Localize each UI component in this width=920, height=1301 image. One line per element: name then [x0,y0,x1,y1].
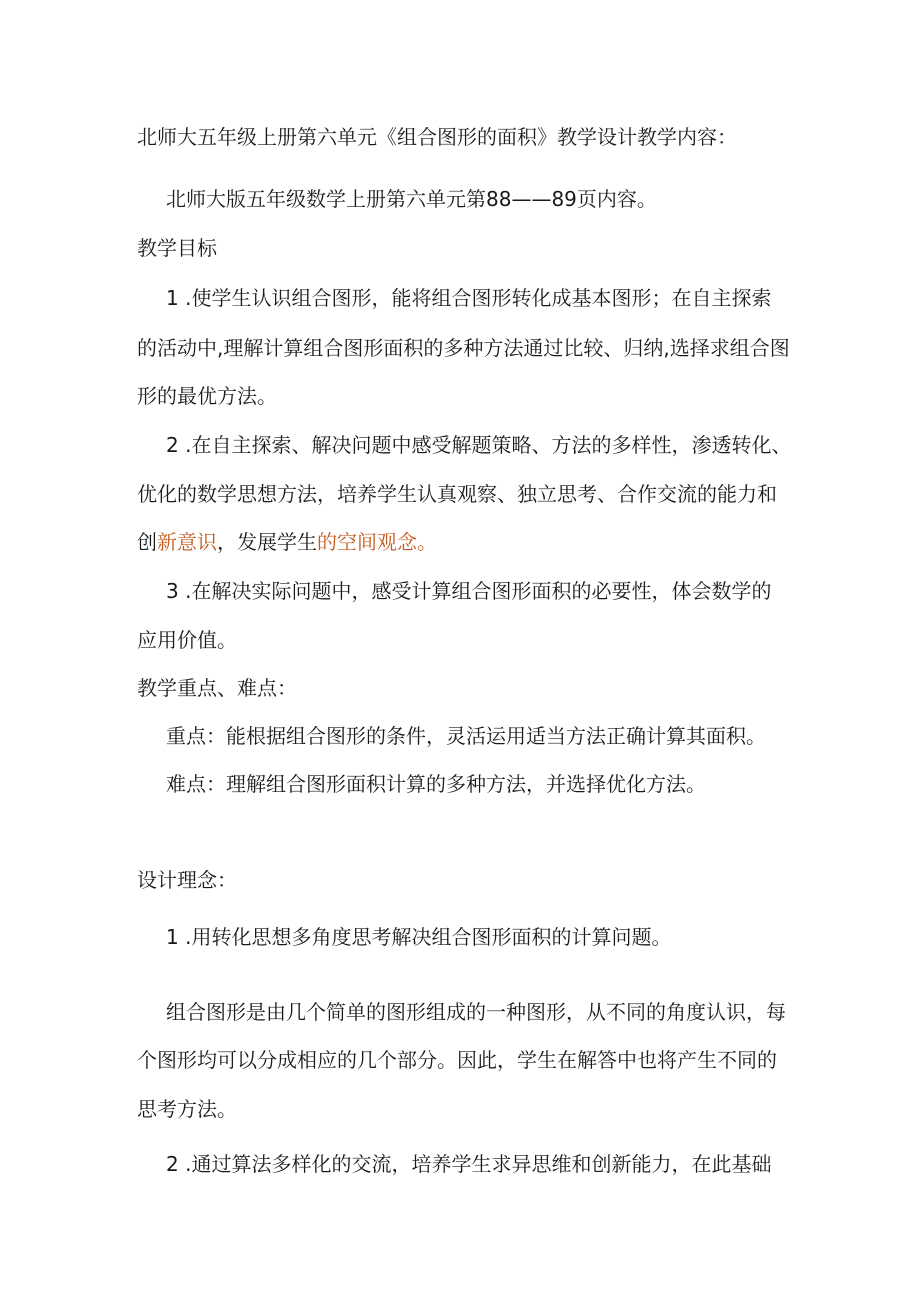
objective-3-line-1: 3 .在解决实际问题中，感受计算组合图形面积的必要性，体会数学的 [166,579,772,603]
highlight-innovation: 新意识 [157,530,217,554]
design-paragraph-line-3: 思考方法。 [137,1097,237,1121]
content-line: 北师大版五年级数学上册第六单元第88——89页内容。 [166,187,657,211]
design-point-2: 2 .通过算法多样化的交流，培养学生求异思维和创新能力，在此基础 [166,1152,772,1176]
objective-1-line-3: 形的最优方法。 [137,384,277,408]
objective-3-line-2: 应用价值。 [137,628,237,652]
design-paragraph-line-1: 组合图形是由几个简单的图形组成的一种图形，从不同的角度认识，每 [166,1000,786,1024]
design-paragraph-line-2: 个图形均可以分成相应的几个部分。因此，学生在解答中也将产生不同的 [137,1048,777,1072]
objective-1-line-2: 的活动中,理解计算组合图形面积的多种方法通过比较、归纳,选择求组合图 [137,336,790,360]
objective-2-text-a: 创 [137,530,157,554]
objective-2-text-c: ，发展学生 [217,530,317,554]
keypoints-title: 教学重点、难点： [137,676,297,700]
difficult-point: 难点：理解组合图形面积计算的多种方法，并选择优化方法。 [166,772,706,796]
objective-2-line-3 [137,527,437,557]
objectives-title: 教学目标 [137,236,217,260]
objective-1-line-1: 1 .使学生认识组合图形，能将组合图形转化成基本图形；在自主探索 [166,286,772,310]
key-point: 重点：能根据组合图形的条件，灵活运用适当方法正确计算其面积。 [166,724,766,748]
document-heading: 北师大五年级上册第六单元《组合图形的面积》教学设计教学内容： [137,125,737,149]
highlight-spatial-concept: 的空间观念。 [317,530,437,554]
design-title: 设计理念： [137,868,237,892]
design-point-1: 1 .用转化思想多角度思考解决组合图形面积的计算问题。 [166,925,672,949]
objective-2-line-2: 优化的数学思想方法，培养学生认真观察、独立思考、合作交流的能力和 [137,482,777,506]
objective-2-line-1: 2 .在自主探索、解决问题中感受解题策略、方法的多样性，渗透转化、 [166,433,792,457]
